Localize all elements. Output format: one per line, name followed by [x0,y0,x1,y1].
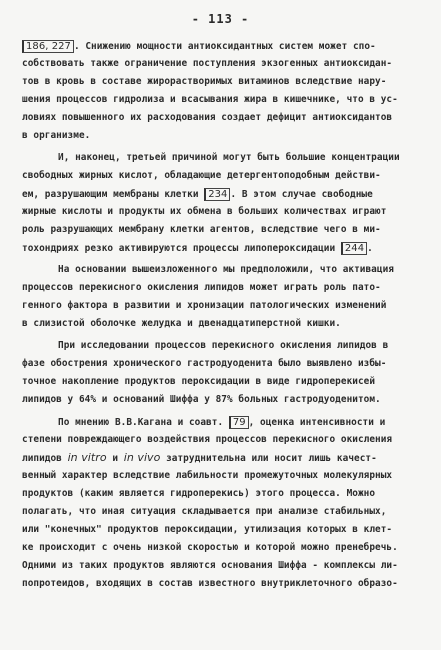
text-line [58,264,422,276]
line-text: собствовать также ограничение поступления экзогенных антиоксидан- [22,58,393,69]
text-line [22,376,422,388]
line-text: в слизистой оболочке желудка и двенадцатиперстной кишки. [22,318,341,329]
line-text: тохондриях резко активируются процессы липопероксидации [22,243,341,254]
text-line [22,394,422,406]
handwritten-term: in vitro [67,452,107,464]
text-line [22,300,422,312]
line-text: процессов перекисного окисления липидов может играть роль пато- [22,282,381,293]
text-line [22,242,422,255]
line-text: жирные кислоты и продукты их обмена в больших количествах играют [22,206,387,217]
text-line [22,76,422,88]
text-line [22,188,422,201]
line-text: . В этом случае свободные [230,189,373,200]
text-line [22,206,422,218]
line-text: ем, разрушающим мембраны клетки [22,189,205,200]
line-text: ке происходит с очень низкой скоростью и которой можно пренебречь. [22,542,398,553]
text-line [22,506,422,518]
text-line [22,524,422,536]
text-line [22,542,422,554]
citation-ref: 244 [341,242,367,255]
line-text: ловиях повышенного их расходования создает дефицит антиоксидантов [22,112,393,123]
text-line [22,130,422,142]
line-text: или "конечных" продуктов пероксидации, утилизация которых в клет- [22,524,393,535]
line-text: свободных жирных кислот, обладающие детергентоподобным действи- [22,170,381,181]
line-text: степени повреждающего воздействия процессов перекисного окисления [22,434,393,445]
line-text: На основании вышеизложенного мы предположили, что активация [58,264,394,275]
citation-ref: 186, 227 [22,40,74,53]
text-line [22,112,422,124]
text-line [22,170,422,182]
text-line [58,416,422,429]
line-text: попротеидов, входящих в состав известного внутриклеточного образо- [22,578,398,589]
text-line [22,358,422,370]
line-text: фазе обострения хронического гастродуоденита было выявлено избы- [22,358,387,369]
handwritten-term: in vivo [123,452,161,464]
line-text: точное накопление продуктов пероксидации в виде гидроперекисей [22,376,376,387]
line-text: продуктов (каким является гидроперекись) этого процесса. Можно [22,488,376,499]
page-number: - 113 - [191,12,250,26]
text-line [22,40,422,53]
line-text: и [106,453,124,464]
line-text: затруднительна или носит лишь качест- [160,453,377,464]
line-text: липидов [22,453,68,464]
text-line [22,452,422,465]
citation-ref: 79 [229,416,249,429]
text-line [22,560,422,572]
text-line [22,578,422,590]
text-line [22,488,422,500]
text-line [22,224,422,236]
text-line [22,282,422,294]
line-text: полагать, что иная ситуация складывается при анализе стабильных, [22,506,387,517]
text-line [22,58,422,70]
text-line [58,152,422,164]
line-text: При исследовании процессов перекисного окисления липидов в [58,340,389,351]
line-text: в организме. [22,130,91,141]
text-line [22,318,422,330]
line-text: роль разрушающих мембрану клетки агентов, вследствие чего в ми- [22,224,381,235]
line-text: шения процессов гидролиза и всасывания жира в кишечнике, что в ус- [22,94,398,105]
line-text: По мнению В.В.Кагана и соавт. [58,417,229,428]
text-line [58,340,422,352]
line-text: Одними из таких продуктов являются основания Шиффа - комплексы ли- [22,560,398,571]
line-text: , оценка интенсивности и [248,417,386,428]
line-text: И, наконец, третьей причиной могут быть большие концентрации [58,152,400,163]
text-line [22,94,422,106]
text-line [22,434,422,446]
citation-ref: 234 [204,188,230,201]
text-line [22,470,422,482]
line-text: . [367,243,373,254]
line-text: . Снижению мощности антиоксидантных систем может спо- [73,41,376,52]
line-text: липидов у 64% и оснований Шиффа у 87% больных гастродуоденитом. [22,394,381,405]
line-text: генного фактора в развитии и хронизации патологических изменений [22,300,387,311]
line-text: венный характер вследствие лабильности промежуточных молекулярных [22,470,393,481]
line-text: тов в кровь в составе жирорастворимых витаминов вследствие нару- [22,76,387,87]
